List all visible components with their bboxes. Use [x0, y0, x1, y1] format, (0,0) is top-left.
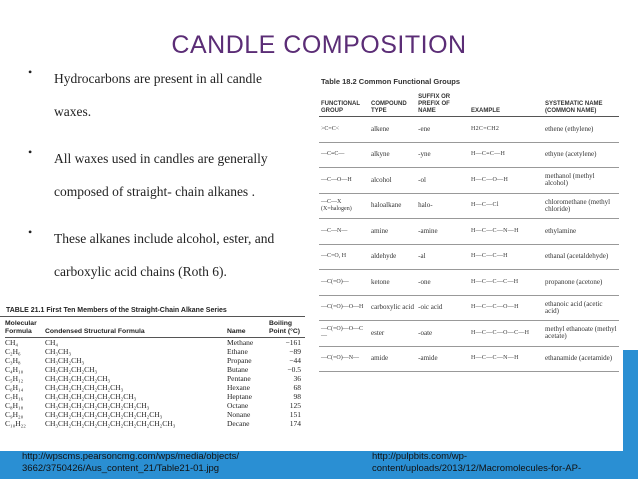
table-row: [319, 117, 619, 143]
table-cell-bp: 98: [293, 392, 301, 401]
table-cell-group: —C—N—: [319, 219, 369, 245]
table-row: [5, 356, 305, 365]
table-cell-example: H—C—C—O—C—H: [469, 321, 543, 347]
bullet-item: [22, 222, 304, 288]
table-cell-condensed: CH₃CH₂CH₂CH₂CH₂CH₂CH₂CH₂CH₂CH₃: [45, 419, 176, 428]
alkane-table: [5, 319, 305, 428]
table-cell-bp: −0.5: [287, 365, 301, 374]
source-link[interactable]: http://pulpbits.com/wp-: [372, 451, 468, 462]
table-row: [5, 374, 305, 383]
table-row: [5, 338, 305, 348]
column-header: COMPOUND TYPE: [369, 93, 416, 117]
table-cell-name: methyl ethanoate (methyl acetate): [543, 321, 619, 347]
table-cell-bp: 36: [293, 374, 301, 383]
table-cell-example: H—C—Cl: [469, 193, 543, 219]
table-cell-formula: C₇H₁₆: [5, 392, 24, 401]
table-cell-condensed: CH₃CH₃: [45, 347, 72, 356]
table-cell-type: alcohol: [369, 168, 416, 194]
table-cell-example: H—C—C—O—H: [469, 295, 543, 321]
table-cell-example: H2C=CH2: [469, 117, 543, 143]
bullet-item: [22, 142, 304, 208]
table-cell-name: propanone (acetone): [543, 270, 619, 296]
table-cell-condensed: CH₃CH₂CH₂CH₂CH₂CH₂CH₃: [45, 392, 137, 401]
table-cell-name: Heptane: [227, 392, 252, 401]
table-row: [319, 295, 619, 321]
table-cell-bp: 125: [289, 401, 301, 410]
table-cell-group: —C—O—H: [319, 168, 369, 194]
table-cell-formula: C₂H₆: [5, 347, 21, 356]
table-row: [319, 219, 619, 245]
table-cell-affix: -al: [416, 244, 469, 270]
table-cell-bp: −161: [285, 338, 301, 347]
bullet-text: composed of straight- chain alkanes .: [54, 184, 255, 199]
table-cell-group: —C—X (X=halogen): [319, 193, 369, 219]
table-row: [5, 383, 305, 392]
column-header: Boiling Point (°C): [269, 319, 305, 338]
source-citation-right: [372, 451, 581, 475]
table-row: [319, 244, 619, 270]
table-cell-condensed: CH₃CH₂CH₂CH₃: [45, 365, 98, 374]
table-cell-condensed: CH₃CH₂CH₃: [45, 356, 85, 365]
table-cell-type: amine: [369, 219, 416, 245]
functional-groups-table-image: [313, 67, 623, 453]
table-cell-affix: -oate: [416, 321, 469, 347]
table-row: [319, 193, 619, 219]
table-cell-type: aldehyde: [369, 244, 416, 270]
bullet-icon: •: [28, 225, 33, 239]
table-cell-formula: C₁₀H₂₂: [5, 419, 26, 428]
table-cell-affix: -ol: [416, 168, 469, 194]
source-link[interactable]: http://wpscms.pearsoncmg.com/wps/media/objects/: [22, 451, 240, 462]
table-cell-group: >C=C<: [319, 117, 369, 143]
table-cell-example: H—C—C—C—H: [469, 270, 543, 296]
table-cell-name: methanol (methyl alcohol): [543, 168, 619, 194]
table-row: [319, 142, 619, 168]
column-header: Name: [227, 319, 269, 338]
column-header: SYSTEMATIC NAME (COMMON NAME): [543, 93, 619, 117]
table-cell-condensed: CH₃CH₂CH₂CH₂CH₃: [45, 374, 111, 383]
table-row: [5, 392, 305, 401]
table-cell-affix: halo-: [416, 193, 469, 219]
table-row: [5, 365, 305, 374]
table-cell-example: H—C—C—N—H: [469, 346, 543, 372]
table-cell-type: carboxylic acid: [369, 295, 416, 321]
table-row: [5, 419, 305, 428]
alkane-table-image: [0, 300, 313, 451]
bullet-icon: •: [28, 65, 33, 79]
bullet-text: waxes.: [54, 104, 92, 119]
table-cell-bp: 68: [293, 383, 301, 392]
table-cell-name: Nonane: [227, 410, 251, 419]
table-cell-name: Pentane: [227, 374, 251, 383]
functional-groups-table: [319, 93, 619, 372]
table-cell-condensed: CH₃CH₂CH₂CH₂CH₂CH₃: [45, 383, 124, 392]
column-header: Condensed Structural Formula: [45, 319, 227, 338]
table-cell-bp: 151: [289, 410, 301, 419]
table-cell-formula: C₈H₁₈: [5, 401, 24, 410]
column-header: SUFFIX OR PREFIX OF NAME: [416, 93, 469, 117]
table-cell-affix: -oic acid: [416, 295, 469, 321]
column-header: FUNCTIONAL GROUP: [319, 93, 369, 117]
table-cell-group: —C=O, H: [319, 244, 369, 270]
table-cell-name: Propane: [227, 356, 252, 365]
table-cell-formula: C₄H₁₀: [5, 365, 24, 374]
column-header: EXAMPLE: [469, 93, 543, 117]
table-cell-name: ethene (ethylene): [543, 117, 619, 143]
source-link[interactable]: content/uploads/2013/12/Macromolecules-for-AP-: [372, 463, 582, 474]
table-cell-bp: −89: [289, 347, 301, 356]
table-cell-name: Butane: [227, 365, 249, 374]
table-cell-affix: -yne: [416, 142, 469, 168]
table-cell-example: H—C—O—H: [469, 168, 543, 194]
table-cell-name: Octane: [227, 401, 249, 410]
bullet-text: Hydrocarbons are present in all candle: [54, 71, 263, 86]
table-cell-type: alkyne: [369, 142, 416, 168]
bullet-text: All waxes used in candles are generally: [54, 151, 268, 166]
table-cell-affix: -amide: [416, 346, 469, 372]
table-cell-affix: -one: [416, 270, 469, 296]
table-row: [5, 410, 305, 419]
table-cell-example: H—C≡C—H: [469, 142, 543, 168]
column-header: Molecular Formula: [5, 319, 45, 338]
table-cell-name: Ethane: [227, 347, 248, 356]
functional-groups-caption: Table 18.2 Common Functional Groups: [321, 77, 461, 86]
table-cell-formula: CH₄: [5, 338, 19, 347]
bullet-item: [22, 62, 304, 128]
table-row: [5, 401, 305, 410]
table-cell-condensed: CH₃CH₂CH₂CH₂CH₂CH₂CH₂CH₂CH₃: [45, 410, 163, 419]
table-cell-name: ethyne (acetylene): [543, 142, 619, 168]
table-row: [319, 168, 619, 194]
table-row: [319, 321, 619, 347]
slide-title: CANDLE COMPOSITION: [171, 31, 467, 59]
accent-bar: [623, 350, 638, 451]
table-cell-type: alkene: [369, 117, 416, 143]
table-cell-name: chloromethane (methyl chloride): [543, 193, 619, 219]
table-cell-type: ester: [369, 321, 416, 347]
table-cell-group: —C≡C—: [319, 142, 369, 168]
table-cell-type: haloalkane: [369, 193, 416, 219]
source-citation-left: [22, 451, 239, 475]
table-cell-name: ethanoic acid (acetic acid): [543, 295, 619, 321]
table-cell-condensed: CH₄: [45, 338, 59, 347]
table-cell-group: —C(=O)—O—C—: [319, 321, 369, 347]
table-cell-formula: C₃H₈: [5, 356, 21, 365]
table-row: [5, 347, 305, 356]
alkane-table-caption: TABLE 21.1 First Ten Members of the Straight-Chain Alkane Series: [0, 300, 305, 317]
table-cell-bp: 174: [289, 419, 301, 428]
table-cell-group: —C(=O)—N—: [319, 346, 369, 372]
table-cell-name: Hexane: [227, 383, 250, 392]
table-cell-name: ethylamine: [543, 219, 619, 245]
table-cell-formula: C₉H₂₀: [5, 410, 24, 419]
table-cell-name: Methane: [227, 338, 254, 347]
table-cell-type: amide: [369, 346, 416, 372]
table-row: [319, 346, 619, 372]
bullet-icon: •: [28, 145, 33, 159]
bullet-list: [22, 62, 304, 302]
table-cell-affix: -amine: [416, 219, 469, 245]
source-link[interactable]: 3662/3750426/Aus_content_21/Table21-01.jpg: [22, 463, 220, 474]
table-cell-example: H—C—C—H: [469, 244, 543, 270]
bullet-text: These alkanes include alcohol, ester, and: [54, 231, 275, 246]
table-cell-name: ethanal (acetaldehyde): [543, 244, 619, 270]
table-cell-group: —C(=O)—O—H: [319, 295, 369, 321]
table-cell-affix: -ene: [416, 117, 469, 143]
bullet-text: carboxylic acid chains (Roth 6).: [54, 264, 227, 279]
table-cell-bp: −44: [289, 356, 301, 365]
table-row: [319, 270, 619, 296]
table-cell-formula: C₆H₁₄: [5, 383, 24, 392]
table-cell-type: ketone: [369, 270, 416, 296]
table-cell-group: —C(=O)—: [319, 270, 369, 296]
table-cell-name: ethanamide (acetamide): [543, 346, 619, 372]
table-cell-example: H—C—C—N—H: [469, 219, 543, 245]
table-cell-formula: C₅H₁₂: [5, 374, 24, 383]
table-cell-name: Decane: [227, 419, 250, 428]
table-cell-condensed: CH₃CH₂CH₂CH₂CH₂CH₂CH₂CH₃: [45, 401, 150, 410]
